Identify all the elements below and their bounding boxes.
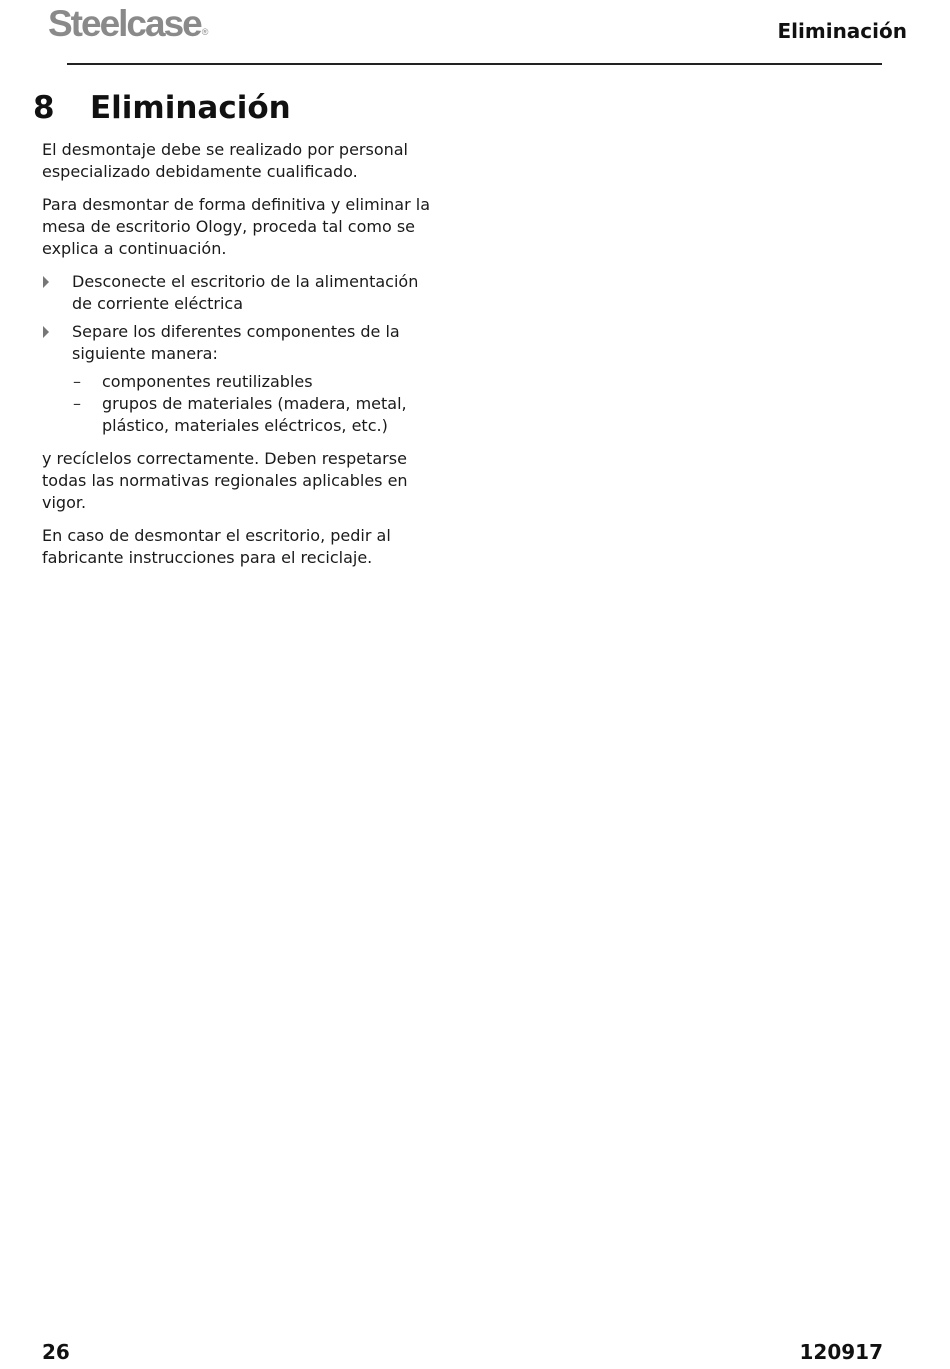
paragraph-manufacturer: En caso de desmontar el escritorio, pedir al fabricante instrucciones para el reciclaje.: [42, 526, 391, 567]
step-item: [42, 321, 442, 365]
sublist-text: componentes reutilizables: [102, 372, 313, 391]
steelcase-logo: [48, 2, 208, 46]
header-section-title: Eliminación: [777, 19, 907, 43]
document-code: 120917: [799, 1340, 883, 1364]
registered-mark: ®: [201, 27, 209, 37]
step-text: Separe los diferentes componentes de la siguiente manera:: [72, 322, 400, 363]
step-text: Desconecte el escritorio de la alimentación de corriente eléctrica: [72, 272, 419, 313]
sublist-text: grupos de materiales (madera, metal, plástico, materiales eléctricos, etc.): [102, 394, 407, 435]
dash-icon: –: [73, 394, 81, 413]
triangle-arrow-right-icon: [43, 276, 49, 288]
step-list: [42, 271, 442, 365]
paragraph-instructions-intro: Para desmontar de forma definitiva y eliminar la mesa de escritorio Ology, proceda tal como se explica a continuación.: [42, 195, 430, 258]
triangle-arrow-right-icon: [43, 326, 49, 338]
chapter-heading: [33, 88, 291, 128]
paragraph-recycle: y recíclelos correctamente. Deben respetarse todas las normativas regionales aplicables en vigor.: [42, 449, 408, 512]
paragraph-qualified-staff: El desmontaje debe se realizado por personal especializado debidamente cualificado.: [42, 140, 408, 181]
chapter-title: Eliminación: [90, 90, 291, 126]
dash-icon: –: [73, 372, 81, 391]
header-divider: [67, 63, 882, 65]
page-number: 26: [42, 1340, 70, 1364]
sublist-item: [42, 371, 442, 393]
chapter-number: 8: [33, 90, 55, 126]
step-item: [42, 271, 442, 315]
component-sublist: [42, 371, 442, 437]
sublist-item: [42, 393, 442, 437]
logo-text: Steelcase: [48, 3, 201, 44]
main-content: [42, 139, 442, 580]
